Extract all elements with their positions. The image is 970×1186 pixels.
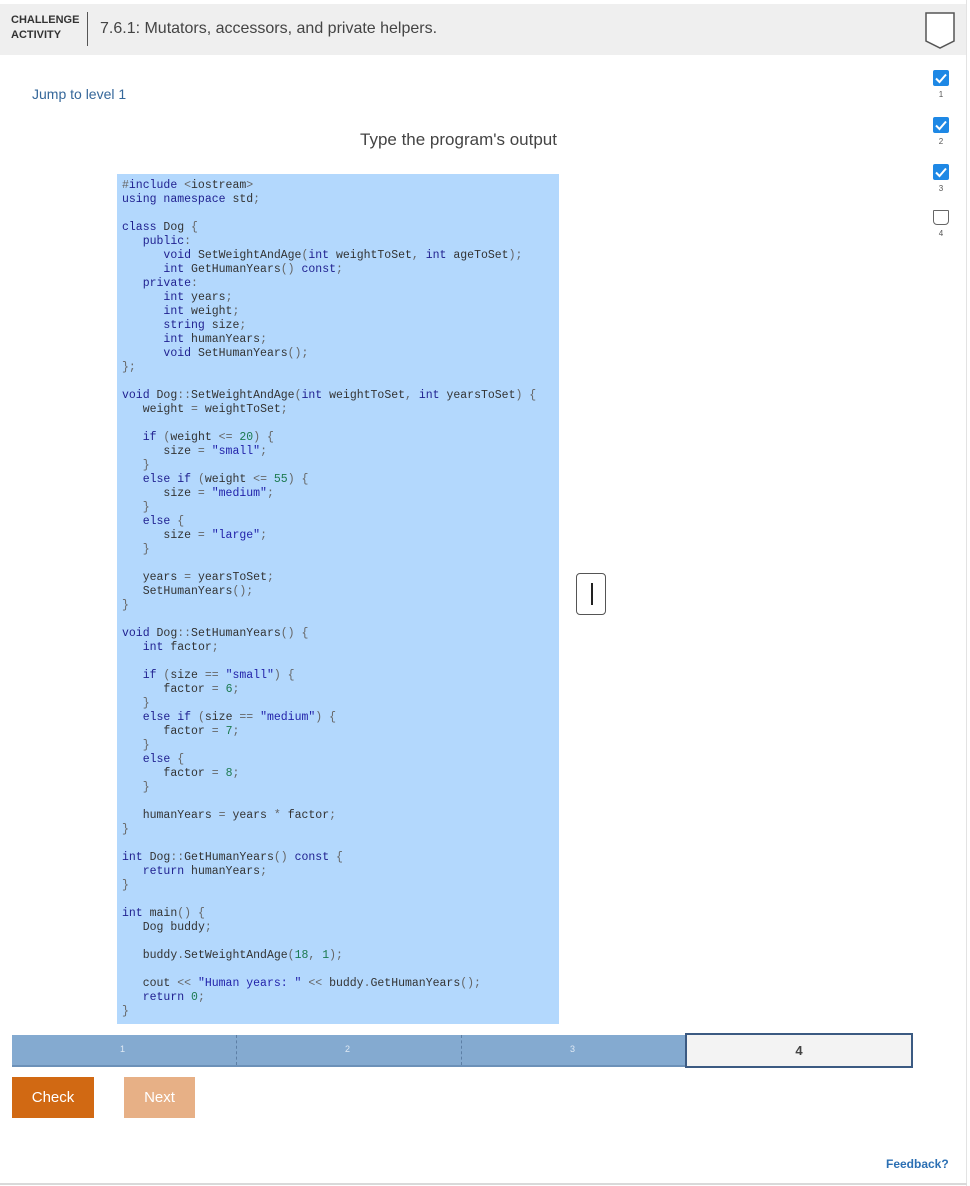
code-line: void Dog::SetHumanYears() { [122,627,309,640]
code-line: int Dog::GetHumanYears() const { [122,851,343,864]
level-number: 3 [938,184,944,193]
code-line: if (weight <= 20) { [142,431,274,444]
level-number: 2 [938,137,944,146]
code-line: void SetHumanYears(); [163,347,309,360]
code-line [122,557,559,571]
instruction-text: Type the program's output [360,130,557,149]
code-line: return 0; [142,991,205,1004]
code-line [122,613,559,627]
progress-segment-4-current: 4 [685,1033,913,1068]
level-number: 4 [938,229,944,238]
code-line: cout << "Human years: " << buddy.GetHumanYears(); [142,977,481,990]
code-line [122,837,559,851]
code-line: } [122,543,150,556]
code-line: } [122,501,150,514]
code-line [122,207,559,221]
code-line: } [122,599,129,612]
code-line: int humanYears; [163,333,267,346]
code-line: } [122,781,150,794]
check-icon [933,117,949,133]
code-line: } [122,879,129,892]
code-line: if (size == "small") { [142,669,295,682]
text-cursor [591,583,593,605]
code-line: buddy.SetWeightAndAge(18, 1); [142,949,343,962]
check-button[interactable]: Check [12,1077,94,1118]
activity-type-line1: CHALLENGE [11,14,80,26]
level-progress-bar [12,1035,686,1067]
code-line: }; [122,361,136,374]
code-block [117,174,559,1024]
activity-header [0,4,966,55]
page-border-right [966,0,967,1186]
code-line: #include <iostream> [122,179,254,192]
code-line: public: [142,235,192,248]
code-line: void Dog::SetWeightAndAge(int weightToSet, int yearsToSet) { [122,389,537,402]
next-button[interactable]: Next [124,1077,195,1118]
level-number: 1 [938,90,944,99]
code-line: class Dog { [122,221,198,234]
code-line: } [122,697,150,710]
code-line: } [122,459,150,472]
progress-segment-2 [237,1035,461,1065]
code-line [122,417,559,431]
code-line: int years; [163,291,233,304]
code-line [122,935,559,949]
code-line: else { [142,753,185,766]
completion-badge-icon [924,11,956,51]
level-3-button[interactable] [930,164,952,193]
code-line: factor = 6; [163,683,240,696]
code-line: weight = weightToSet; [142,403,288,416]
code-line [122,795,559,809]
code-line [122,893,559,907]
feedback-link[interactable]: Feedback? [886,1157,949,1171]
progress-segment-label: 3 [570,1044,576,1054]
empty-box-icon [933,210,949,225]
code-line [122,375,559,389]
code-line: else if (weight <= 55) { [142,473,309,486]
code-line: years = yearsToSet; [142,571,274,584]
code-line: size = "small"; [163,445,267,458]
code-line: size = "large"; [163,529,267,542]
code-line [122,655,559,669]
code-line: int factor; [142,641,219,654]
check-icon [933,164,949,180]
activity-type-line2: ACTIVITY [11,29,62,41]
answer-input[interactable] [576,573,606,615]
progress-segment-label: 2 [345,1044,351,1054]
jump-to-level-link[interactable]: Jump to level 1 [32,86,127,102]
code-line: } [122,739,150,752]
progress-segment-3 [462,1035,686,1065]
code-line: else if (size == "medium") { [142,711,337,724]
code-line: Dog buddy; [142,921,212,934]
code-line: using namespace std; [122,193,261,206]
level-1-button[interactable] [930,70,952,99]
activity-title: 7.6.1: Mutators, accessors, and private helpers. [100,20,438,37]
activity-type-label [11,13,79,43]
page-border-bottom [0,1183,967,1185]
level-4-button[interactable] [930,210,952,238]
code-line: SetHumanYears(); [142,585,254,598]
code-line: } [122,1005,129,1018]
progress-segment-label: 1 [120,1044,126,1054]
code-line: } [122,823,129,836]
progress-segment-1 [12,1035,236,1065]
level-2-button[interactable] [930,117,952,146]
code-line: int main() { [122,907,205,920]
code-line: size = "medium"; [163,487,274,500]
code-line: private: [142,277,198,290]
check-icon [933,70,949,86]
header-divider [87,12,88,46]
code-line: int GetHumanYears() const; [163,263,343,276]
code-line: humanYears = years * factor; [142,809,337,822]
code-line: string size; [163,319,247,332]
code-line [122,963,559,977]
code-line: int weight; [163,305,240,318]
code-line: factor = 7; [163,725,240,738]
code-line: factor = 8; [163,767,240,780]
code-line: return humanYears; [142,865,267,878]
code-line: else { [142,515,185,528]
code-line: void SetWeightAndAge(int weightToSet, int ageToSet); [163,249,523,262]
